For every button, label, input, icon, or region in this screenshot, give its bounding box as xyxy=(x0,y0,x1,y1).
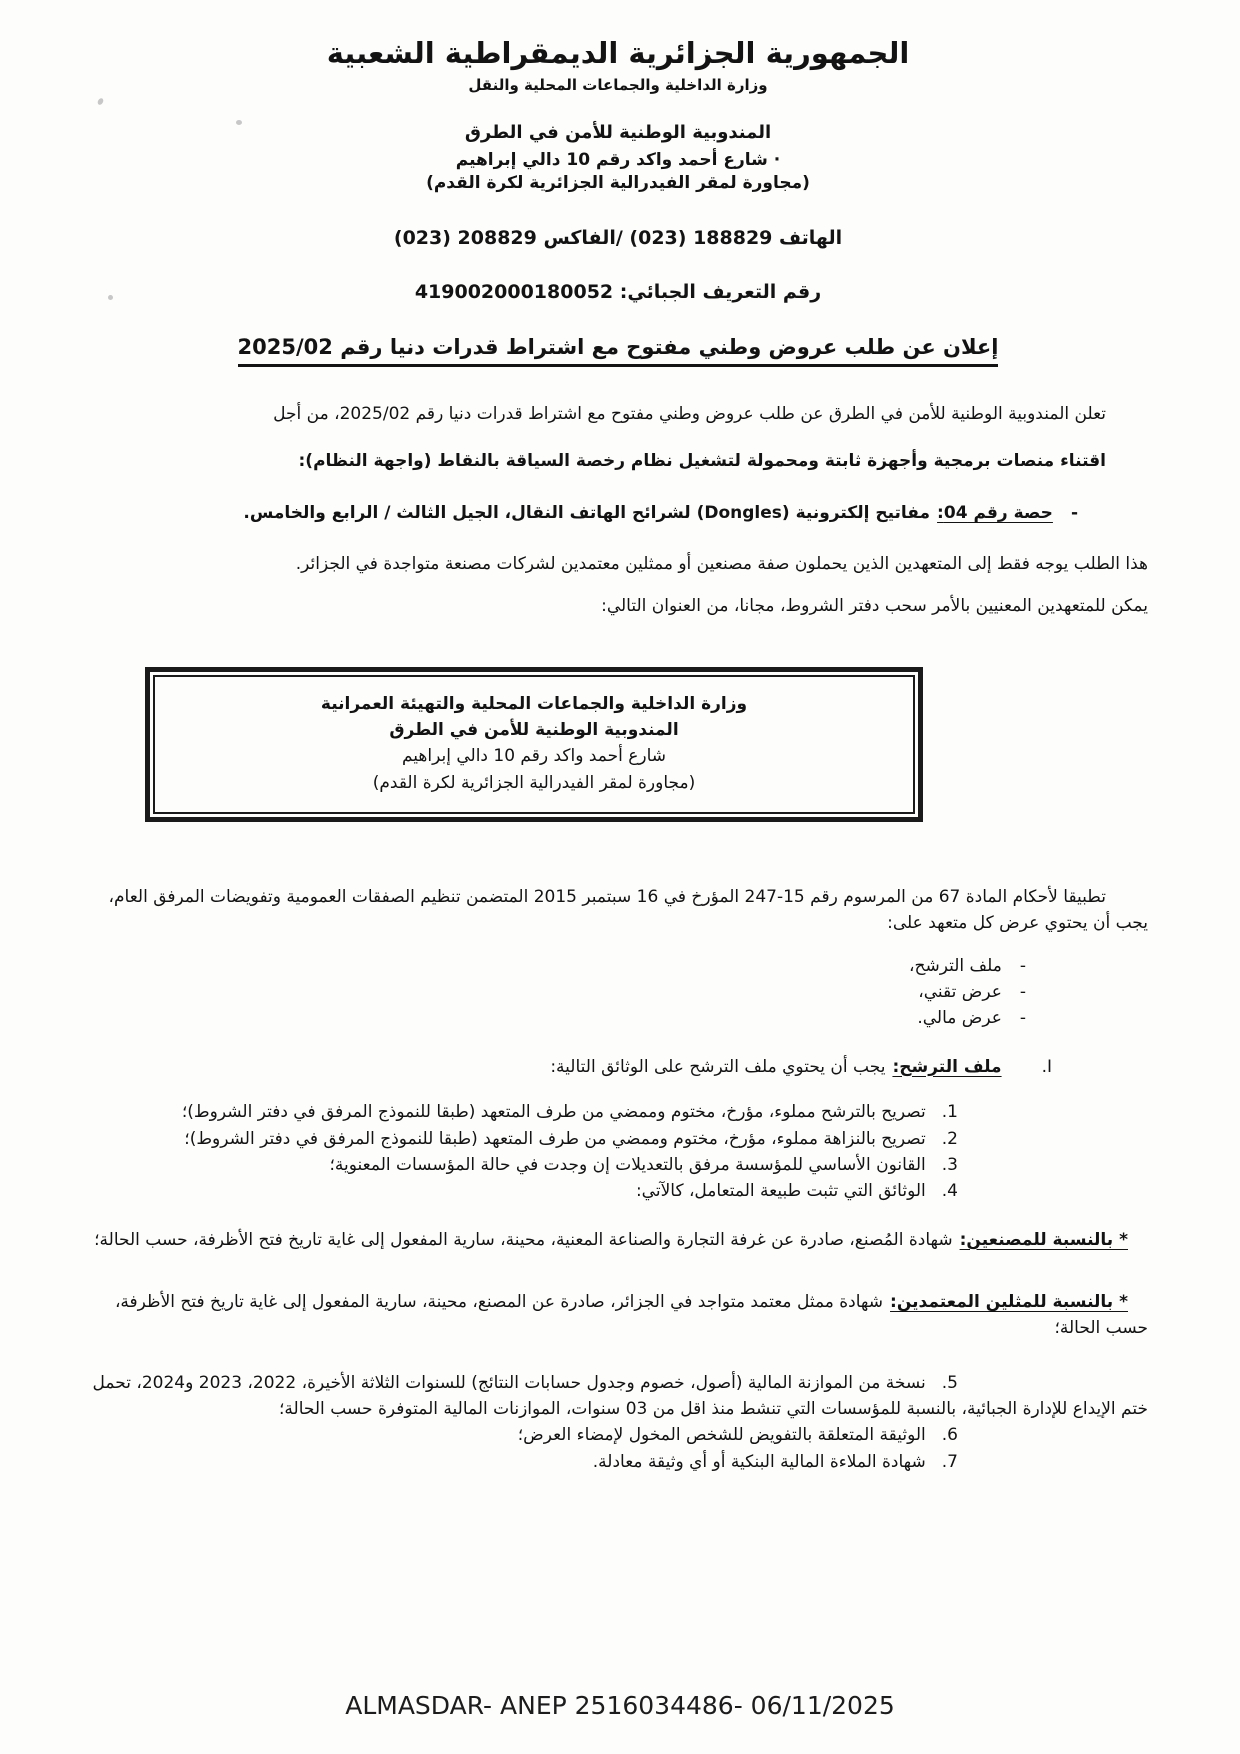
lot-item xyxy=(88,500,1148,528)
dash-bullet: - xyxy=(1019,955,1026,976)
offer-part-item xyxy=(88,979,1148,1005)
box-delegation-line: المندوبية الوطنية للأمن في الطرق xyxy=(389,719,679,740)
offer-part-text: عرض مالي. xyxy=(917,1008,1002,1029)
item-number: 3. xyxy=(941,1154,958,1175)
manufacturers-note xyxy=(88,1227,1148,1253)
section-text: يجب أن يحتوي ملف الترشح على الوثائق التالية: xyxy=(550,1056,886,1077)
anep-footer: ALMASDAR- ANEP 2516034486- 06/11/2025 xyxy=(345,1691,895,1720)
offer-part-item xyxy=(88,953,1148,979)
address-box-inner xyxy=(153,675,915,814)
offer-part-text: عرض تقني، xyxy=(918,981,1002,1002)
address-line-1: · شارع أحمد واكد رقم 10 دالي إبراهيم xyxy=(455,150,781,170)
candidacy-item xyxy=(88,1449,1148,1475)
item-text: شهادة الملاءة المالية البنكية أو أي وثيقة معادلة. xyxy=(592,1451,926,1472)
item-number: 6. xyxy=(941,1425,958,1446)
box-street-line: شارع أحمد واكد رقم 10 دالي إبراهيم xyxy=(401,746,667,767)
withdraw-paragraph: يمكن للمتعهدين المعنيين بالأمر سحب دفتر الشروط، مجانا، من العنوان التالي: xyxy=(601,596,1148,616)
intro-paragraph: تعلن المندوبية الوطنية للأمن في الطرق عن طلب عروض وطني مفتوح مع اشتراط قدرات دنيا رقم 2025/02، من أجل xyxy=(273,403,1106,424)
candidacy-item xyxy=(88,1152,1148,1178)
offer-part-text: ملف الترشح، xyxy=(909,955,1002,976)
item-text: الوثيقة المتعلقة بالتفويض للشخص المخول لإمضاء العرض؛ xyxy=(517,1425,926,1446)
address-box xyxy=(145,667,923,822)
item-text: نسخة من الموازنة المالية (أصول، خصوم وجدول حسابات النتائج) للسنوات الثلاثة الأخيرة، 2022، 2023 و2024، تحمل ختم الإيداع للإدارة الجبائية، بالنسبة للمؤسسات التي تنشط منذ اقل من 03 سنوات، الموازنات المالية المتوفرة حسب الحالة؛ xyxy=(92,1372,1148,1419)
tender-title-text: إعلان عن طلب عروض وطني مفتوح مع اشتراط قدرات دنيا رقم 2025/02 xyxy=(238,335,999,367)
section-heading xyxy=(88,1054,1148,1082)
ministry-line: وزارة الداخلية والجماعات المحلية والنقل xyxy=(468,76,768,94)
representatives-note xyxy=(88,1289,1148,1342)
delegation-line: المندوبية الوطنية للأمن في الطرق xyxy=(464,122,772,143)
note-label: * بالنسبة للمصنعين: xyxy=(959,1229,1128,1250)
item-number: 7. xyxy=(941,1451,958,1472)
decree-paragraph: تطبيقا لأحكام المادة 67 من المرسوم رقم 15-247 المؤرخ في 16 سبتمبر 2015 المتضمن تنظيم الصفقات العمومية وتفويضات المرفق العام، يجب أن يحتوي عرض كل متعهد على: xyxy=(108,886,1148,934)
lot-text: مفاتيح إلكترونية (Dongles) لشرائح الهاتف النقال، الجيل الثالث / الرابع والخامس. xyxy=(243,502,931,523)
note-text: شهادة المُصنع، صادرة عن غرفة التجارة والصناعة المعنية، محينة، سارية المفعول إلى غاية تاريخ فتح الأظرفة، حسب الحالة؛ xyxy=(94,1229,953,1250)
tax-id-line: رقم التعريف الجبائي: 419002000180052 xyxy=(414,280,822,303)
item-number: 1. xyxy=(941,1102,958,1123)
address-line-2: (مجاورة لمقر الفيدرالية الجزائرية لكرة القدم) xyxy=(426,172,810,193)
candidacy-items-list xyxy=(88,1099,1148,1204)
candidacy-item xyxy=(88,1099,1148,1125)
section-marker: I. xyxy=(1041,1056,1052,1077)
document-header xyxy=(88,36,1148,303)
dash-bullet: - xyxy=(1070,502,1078,523)
manufacturers-only-paragraph: هذا الطلب يوجه فقط إلى المتعهدين الذين يحملون صفة مصنعين أو ممثلين معتمدين لشركات مصنعة متواجدة في الجزائر. xyxy=(295,554,1148,575)
tender-title xyxy=(88,335,1148,367)
lot-label: حصة رقم 04: xyxy=(937,502,1053,523)
scan-speck xyxy=(108,295,113,300)
item-number: 5. xyxy=(941,1372,958,1393)
item-text: الوثائق التي تثبت طبيعة المتعامل، كالآتي: xyxy=(635,1181,926,1202)
item-text: القانون الأساسي للمؤسسة مرفق بالتعديلات إن وجدت في حالة المؤسسات المعنوية؛ xyxy=(329,1154,926,1175)
offer-part-item xyxy=(88,1005,1148,1031)
box-landmark-line: (مجاورة لمقر الفيدرالية الجزائرية لكرة القدم) xyxy=(372,772,696,793)
note-label: * بالنسبة للمثلين المعتمدين: xyxy=(890,1291,1128,1312)
candidacy-item xyxy=(88,1126,1148,1152)
item-number: 2. xyxy=(941,1128,958,1149)
candidacy-item xyxy=(88,1422,1148,1448)
republic-title: الجمهورية الجزائرية الديمقراطية الشعبية xyxy=(326,36,910,70)
candidacy-item xyxy=(88,1178,1148,1204)
candidacy-item xyxy=(88,1370,1148,1423)
dash-bullet: - xyxy=(1019,1008,1026,1029)
scan-speck xyxy=(236,120,242,125)
item-text: تصريح بالنزاهة مملوء، مؤرخ، مختوم وممضي من طرف المتعهد (طبقا للنموذج المرفق في دفتر الشروط)؛ xyxy=(184,1128,926,1149)
item-number: 4. xyxy=(941,1181,958,1202)
note-text: شهادة ممثل معتمد متواجد في الجزائر، صادرة عن المصنع، محينة، سارية المفعول إلى غاية تاريخ فتح الأظرفة، حسب الحالة؛ xyxy=(114,1291,1148,1339)
item-text: تصريح بالترشح مملوء، مؤرخ، مختوم وممضي من طرف المتعهد (طبقا للنموذج المرفق في دفتر الشروط)؛ xyxy=(181,1102,926,1123)
candidacy-items-list-2 xyxy=(88,1370,1148,1475)
phone-fax-line: الهاتف 188829 (023) /الفاكس 208829 (023) xyxy=(393,226,843,249)
acquisition-line: اقتناء منصات برمجية وأجهزة ثابتة ومحمولة لتشغيل نظام رخصة السياقة بالنقاط (واجهة النظام): xyxy=(298,451,1106,472)
box-ministry-line: وزارة الداخلية والجماعات المحلية والتهيئة العمرانية xyxy=(320,693,748,714)
offer-parts-list xyxy=(88,953,1148,1032)
section-label: ملف الترشح: xyxy=(892,1056,1002,1077)
dash-bullet: - xyxy=(1019,981,1026,1002)
